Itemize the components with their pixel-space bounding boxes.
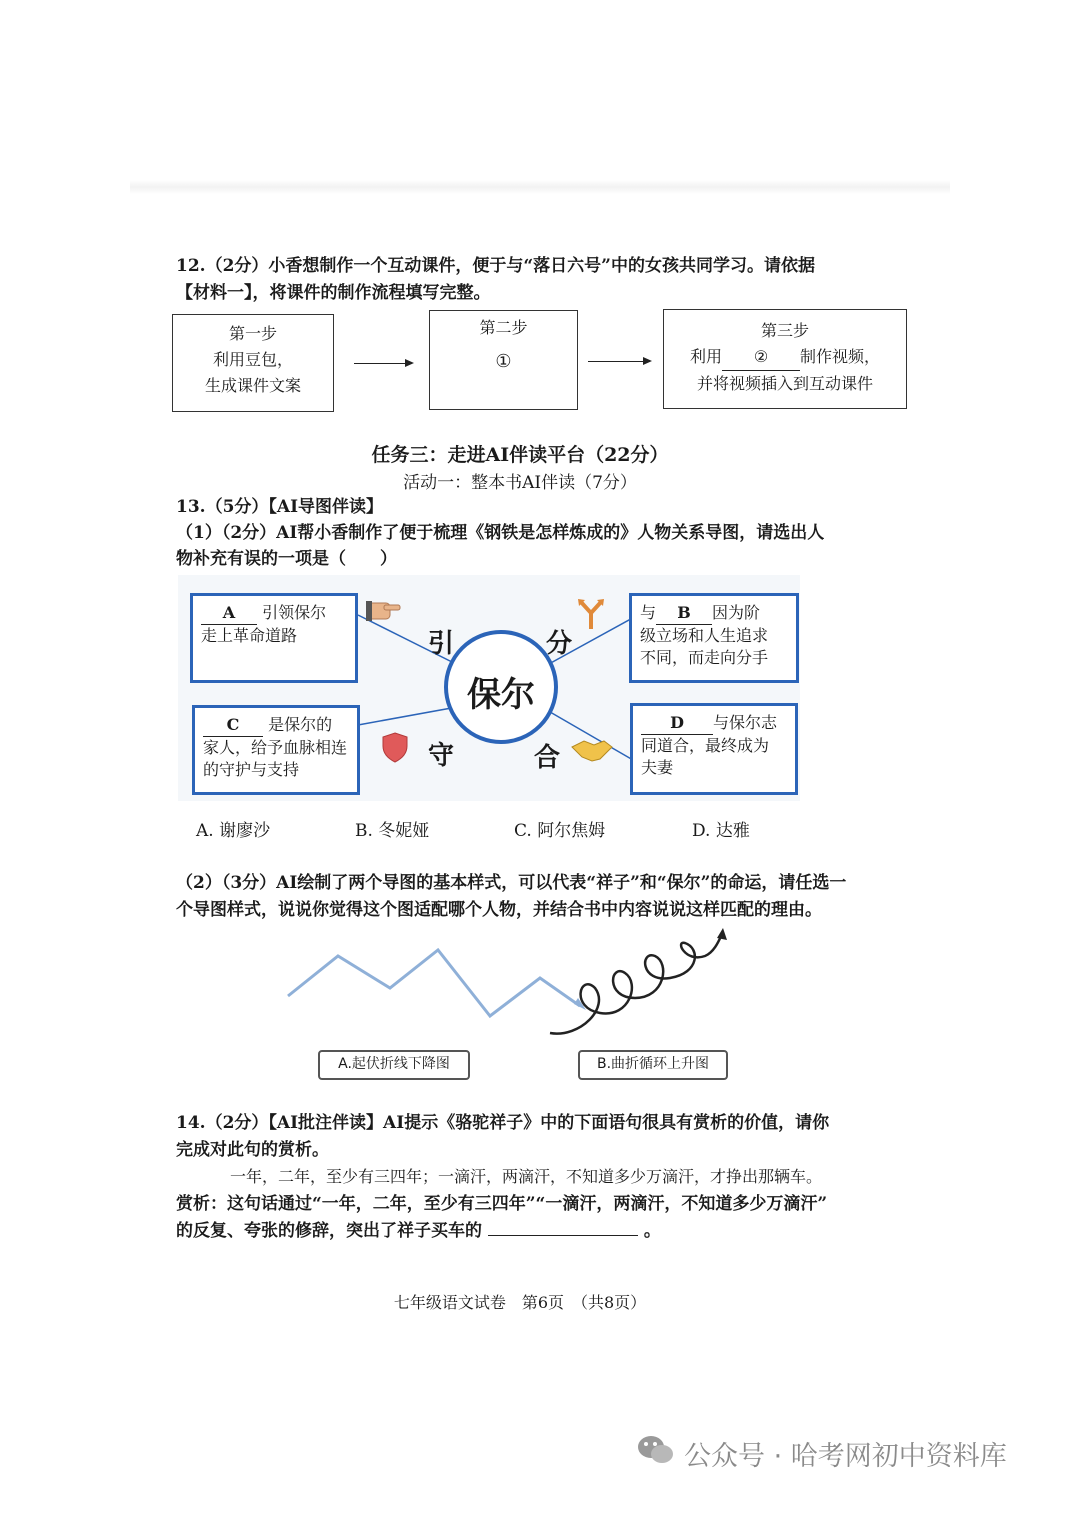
blank-a: A <box>201 602 257 625</box>
page-footer: 七年级语文试卷 第6页 （共8页） <box>393 1293 647 1312</box>
step3-box <box>663 309 907 409</box>
option-a: A. 谢廖沙 <box>196 821 271 841</box>
mindmap-box-b <box>629 593 799 683</box>
step1-box <box>172 314 334 412</box>
blank-c: C <box>203 714 263 737</box>
step3-line2: 并将视频插入到互动课件 <box>696 374 873 393</box>
box-b-text2: 级立场和人生追求 <box>640 626 769 645</box>
mindmap <box>178 575 800 801</box>
zigzag-down-line <box>288 950 580 1016</box>
box-d-text2: 同道合，最终成为 <box>641 736 770 755</box>
q14-analysis2 <box>176 1217 661 1244</box>
q13-p1-line1: （1）（2分）AI帮小香制作了便于梳理《钢铁是怎样炼成的》人物关系导图，请选出人 <box>176 523 825 543</box>
step3-title: 第三步 <box>760 321 809 340</box>
box-b-text3: 不同，而走向分手 <box>640 648 769 667</box>
mindmap-box-d <box>630 703 798 795</box>
box-b-pre: 与 <box>640 603 657 622</box>
box-c-text3: 的守护与支持 <box>203 760 300 779</box>
watermark-text: 公众号 · 哈考网初中资料库 <box>684 1441 1007 1472</box>
box-a-text1: 引领保尔 <box>262 603 327 622</box>
step3-line1 <box>664 344 906 371</box>
scan-artifact <box>130 180 950 194</box>
handshake-icon <box>570 735 614 765</box>
flow-arrow-2 <box>588 361 650 362</box>
step1-line1: 利用豆包， <box>212 350 293 369</box>
mindmap-box-a <box>190 593 358 683</box>
box-c-text2: 家人，给予血脉相连 <box>203 738 348 757</box>
blank-b: B <box>656 602 712 625</box>
box-b-text1: 因为阶 <box>712 603 761 622</box>
caption-a: A.起伏折线下降图 <box>318 1050 470 1080</box>
blank-d: D <box>641 712 713 735</box>
mindmap-char-shou: 守 <box>428 741 455 771</box>
mindmap-center: 保尔 <box>467 675 535 715</box>
q14-analysis2-post: 。 <box>643 1221 661 1241</box>
q13-header: 13.（5分）【AI导图伴读】 <box>176 497 384 517</box>
fork-arrow-icon <box>576 597 606 631</box>
step3-post: 制作视频， <box>800 347 881 366</box>
mindmap-char-fen: 分 <box>546 629 573 659</box>
step2-title: 第二步 <box>479 318 528 337</box>
box-a-text2: 走上革命道路 <box>201 626 298 645</box>
graph-styles <box>280 928 800 1068</box>
step1-title: 第一步 <box>228 324 277 343</box>
box-d-text3: 夫妻 <box>641 758 674 777</box>
caption-b: B.曲折循环上升图 <box>578 1050 728 1080</box>
step1-line2: 生成课件文案 <box>204 376 301 395</box>
q13-p2-line2: 个导图样式，说说你觉得这个图适配哪个人物，并结合书中内容说说这样匹配的理由。 <box>176 900 822 920</box>
option-d: D. 达雅 <box>692 821 750 841</box>
q14-line1: 14.（2分）【AI批注伴读】AI提示《骆驼祥子》中的下面语句很具有赏析的价值，请你 <box>176 1113 830 1133</box>
q14-answer-blank <box>488 1217 638 1236</box>
step2-blank: ① <box>495 351 512 372</box>
spiral-up-line <box>550 934 722 1034</box>
task3-title: 任务三：走进AI伴读平台（22分） <box>371 444 669 466</box>
mindmap-char-yin: 引 <box>428 629 455 659</box>
mindmap-char-he: 合 <box>534 743 561 773</box>
q14-quote: 一年，二年，至少有三四年；一滴汗，两滴汗，不知道多少万滴汗，才挣出那辆车。 <box>230 1167 823 1186</box>
q14-analysis2-pre: 的反复、夸张的修辞，突出了祥子买车的 <box>176 1221 482 1241</box>
box-c-text1: 是保尔的 <box>268 715 333 734</box>
flow-arrow-1 <box>354 363 412 364</box>
mindmap-box-c <box>192 705 360 795</box>
wechat-icon <box>636 1433 676 1467</box>
box-d-text1: 与保尔志 <box>713 713 778 732</box>
option-b: B. 冬妮娅 <box>355 821 430 841</box>
step2-box <box>429 310 578 410</box>
q14-analysis1: 赏析：这句话通过“一年，二年，至少有三四年”“一滴汗，两滴汗，不知道多少万滴汗” <box>176 1194 828 1214</box>
step3-blank: ② <box>722 344 800 371</box>
pointing-hand-icon <box>366 597 402 623</box>
q13-p2-line1: （2）（3分）AI绘制了两个导图的基本样式，可以代表“祥子”和“保尔”的命运，请任选一 <box>176 873 847 893</box>
q12-line1: 12.（2分）小香想制作一个互动课件，便于与“落日六号”中的女孩共同学习。请依据 <box>176 256 815 276</box>
step3-pre: 利用 <box>689 347 722 366</box>
activity-title: 活动一：整本书AI伴读（7分） <box>403 473 637 493</box>
q12-line2: 【材料一】，将课件的制作流程填写完整。 <box>176 283 491 303</box>
option-c: C. 阿尔焦姆 <box>514 821 606 841</box>
q14-line2: 完成对此句的赏析。 <box>176 1140 329 1160</box>
shield-icon <box>381 731 409 763</box>
q13-p1-line2: 物补充有误的一项是（ ） <box>176 549 397 569</box>
